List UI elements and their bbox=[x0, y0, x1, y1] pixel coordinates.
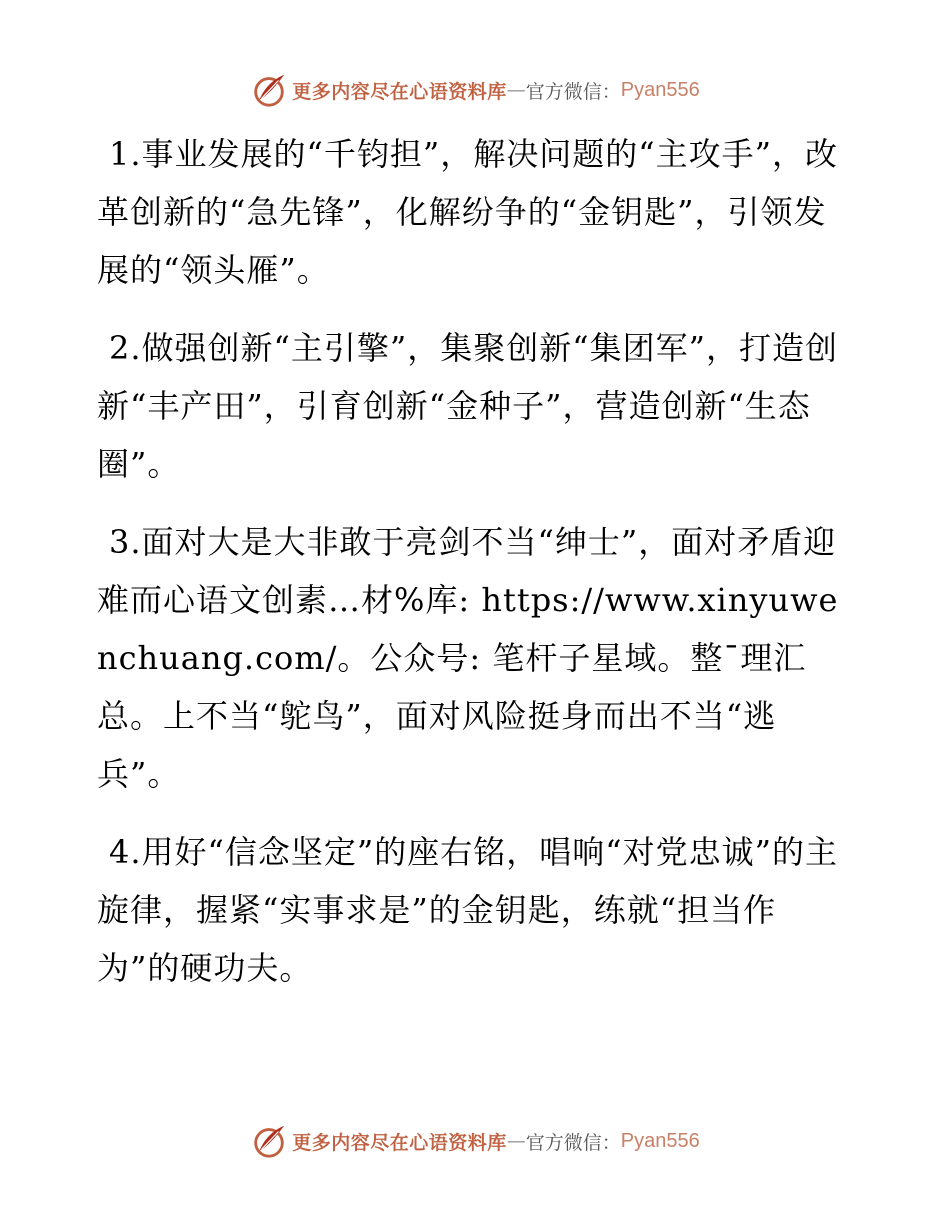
paragraph-2: 2.做强创新“主引擎”，集聚创新“集团军”，打造创新“丰产田”，引育创新“金种子”，营造创新“生态圈”。 bbox=[97, 329, 838, 483]
feather-pen-icon bbox=[250, 71, 288, 109]
header-wechat-id: Pyan556 bbox=[620, 78, 700, 101]
paragraph-3: 3.面对大是大非敢于亮剑不当“绅士”，面对矛盾迎难而心语文创素…材%库: https://www.xinyuwenchuang.com/。公众号: 笔杆子星域。整¯理汇总。上不当“鸵鸟”，面对风险挺身而出不当“逃兵”。 bbox=[97, 523, 839, 793]
header-separator: — bbox=[506, 79, 526, 101]
footer-brand-text: 更多内容尽在心语资料库 bbox=[292, 1131, 507, 1154]
document-body bbox=[97, 125, 857, 1017]
footer-banner bbox=[0, 1121, 950, 1161]
footer-official-label: 官方微信： bbox=[525, 1131, 621, 1154]
paragraph-4: 4.用好“信念坚定”的座右铭，唱响“对党忠诚”的主旋律，握紧“实事求是”的金钥匙，练就“担当作为”的硬功夫。 bbox=[97, 833, 838, 987]
paragraph-1: 1.事业发展的“千钧担”，解决问题的“主攻手”，改革创新的“急先锋”，化解纷争的“金钥匙”，引领发展的“领头雁”。 bbox=[97, 135, 838, 289]
header-official-label: 官方微信： bbox=[525, 80, 621, 103]
header-brand-text: 更多内容尽在心语资料库 bbox=[292, 80, 507, 103]
footer-wechat-id: Pyan556 bbox=[620, 1129, 700, 1152]
header-banner bbox=[0, 70, 950, 110]
footer-separator: — bbox=[506, 1130, 526, 1152]
feather-pen-icon bbox=[250, 1122, 288, 1160]
